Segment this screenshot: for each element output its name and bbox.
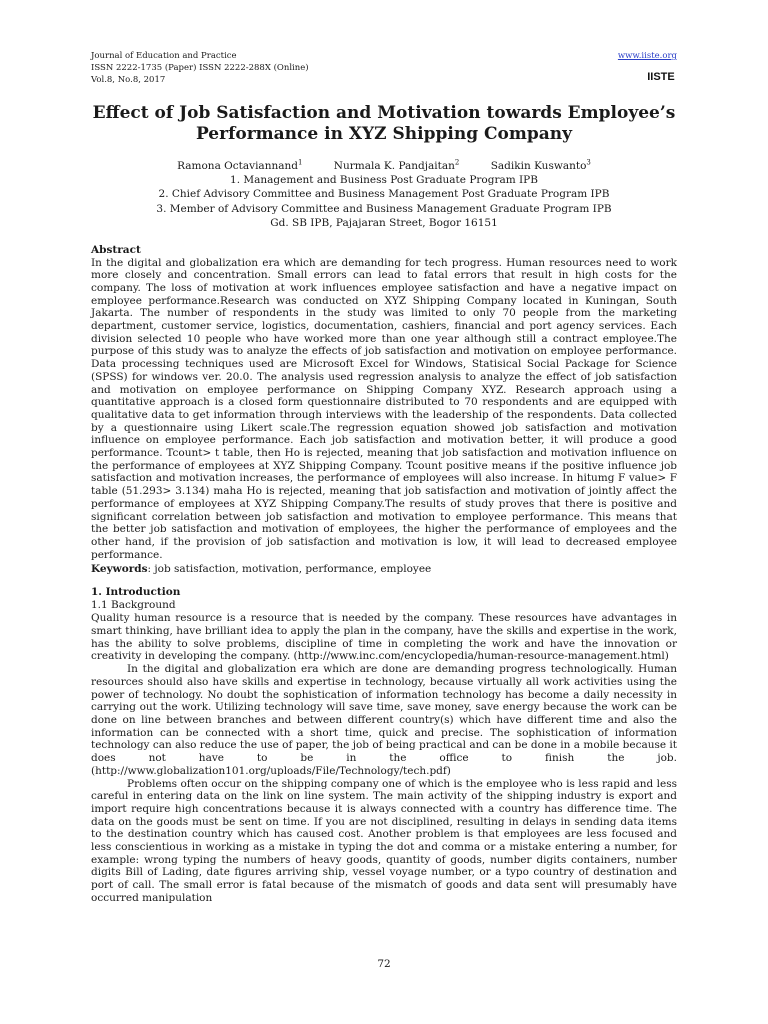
affiliations — [91, 173, 677, 231]
keywords-text: : job satisfaction, motivation, performance, employee — [147, 563, 432, 576]
affiliation-address: Gd. SB IPB, Pajajaran Street, Bogor 16151 — [270, 217, 498, 229]
page-number: 72 — [377, 958, 391, 970]
svg-text:IISTE: IISTE — [647, 71, 675, 83]
intro-paragraph-2: In the digital and globalization era which are done are demanding progress technologically. Human resources should also have skills and expertise in technology, because virtually all work activities using the power of technology. No doubt the sophistication of information technology has become a daily necessity in carrying out the work. Utilizing technology will save time, save money, save energy because the work can be done on line between branches and between different country(s) which have different time and also the information can be connected with a short time, quick and precise. The sophistication of information technology can also reduce the use of paper, the job of being practical and can be done in a mobile because it does not have to be in the office to finish the job. (http://www.globalization101.org/uploads/File/Technology/tech.pdf) — [91, 663, 677, 777]
journal-name: Journal of Education and Practice — [91, 51, 237, 61]
affiliation-2: 2. Chief Advisory Committee and Business Management Post Graduate Program IPB — [158, 188, 610, 200]
keywords-label: Keywords — [91, 563, 148, 576]
intro-paragraph-1: Quality human resource is a resource that is needed by the company. These resources have advantages in smart thinking, have brilliant idea to apply the plan in the company, have the skills and expertise in the work, has the ability to solve problems, discipline of time in completing the work and have the innovation or creativity in developing the company. (http://www.inc.com/encyclopedia/human-resource-management.html) — [91, 612, 677, 663]
abstract-heading: Abstract — [91, 243, 141, 256]
iiste-logo-icon — [645, 64, 677, 84]
paper-title — [91, 103, 677, 145]
keywords — [91, 562, 677, 576]
paper-title-line-2: Performance in XYZ Shipping Company — [195, 124, 573, 144]
intro-paragraph-3: Problems often occur on the shipping company one of which is the employee who is less rapid and less careful in entering data on the link on line system. The main activity of the shipping industry is export and import require high concentrations because it is always connected with a country has difference time. The data on the goods must be sent on time. If you are not disciplined, resulting in delays in sending data items to the destination country which has caused cost. Another problem is that employees are less focused and less conscientious in working as a mistake in typing the dot and comma or a mistake entering a number, for example: wrong typing the numbers of heavy goods, quantity of goods, number digits containers, number digits Bill of Lading, date figures arriving ship, vessel voyage number, or a typo country of destination and port of call. The small error is fatal because of the mismatch of goods and data sent will presumably have occurred manipulation — [91, 777, 677, 904]
journal-website-link[interactable]: www.iiste.org — [617, 51, 677, 61]
paper-title-line-1: Effect of Job Satisfaction and Motivation towards Employee’s — [92, 103, 676, 123]
journal-header — [91, 50, 677, 96]
author-list — [91, 155, 677, 173]
journal-issn: ISSN 2222-1735 (Paper) ISSN 2222-288X (Online) — [91, 63, 309, 73]
author-3: Sadikin Kuswanto$^3$ — [490, 158, 591, 172]
introduction-heading: 1. Introduction — [91, 586, 181, 599]
author-2: Nurmala K. Pandjaitan$^2$ — [333, 158, 460, 172]
abstract-text: In the digital and globalization era which are demanding for tech progress. Human resources need to work more closely and concentration. Small errors can lead to fatal errors that result in high costs for the company. The loss of motivation at work influences employee satisfaction and have a negative impact on employee performance.Research was conducted on XYZ Shipping Company located in Kuningan, South Jakarta. The number of respondents in the study was limited to only 70 people from the marketing department, customer service, logistics, documentation, cashiers, financial and port agency services. Each division selected 10 people who have worked more than one year although still a contract employee.The purpose of this study was to analyze the effects of job satisfaction and motivation on employee performance. Data processing techniques used are Microsoft Excel for Windows, Statisical Social Package for Science (SPSS) for windows ver. 20.0. The analysis used regression analysis to analyze the effect of job satisfaction and motivation on employee performance on Shipping Company XYZ. Research approach using a quantitative approach is a closed form questionnaire distributed to 70 respondents and are equipped with qualitative data to get information through interviews with the leadership of the respondents. Data collected by a questionnaire using Likert scale.The regression equation showed job satisfaction and motivation influence on employee performance. Each job satisfaction and motivation better, it will produce a good performance. Tcount> t table, then Ho is rejected, meaning that job satisfaction and motivation influence on the performance of employees at XYZ Shipping Company. Tcount positive means if the positive influence job satisfaction and motivation increases, the performance of employees will also increase. In hitumg F value> F table (51.293> 3.134) maha Ho is rejected, meaning that job satisfaction and motivation of jointly affect the performance of employees at XYZ Shipping Company.The results of study proves that there is positive and significant correlation between job satisfaction and motivation to employee performance. This means that the better job satisfaction and motivation of employees, the higher the performance of employees and the other hand, if the provision of job satisfaction and motivation is low, it will lead to decreased employee performance. — [91, 256, 677, 561]
background-subheading: 1.1 Background — [91, 599, 176, 612]
affiliation-1: 1. Management and Business Post Graduate Program IPB — [230, 173, 538, 186]
affiliation-3: 3. Member of Advisory Committee and Business Management Graduate Program IPB — [156, 202, 612, 215]
journal-volume: Vol.8, No.8, 2017 — [91, 75, 166, 85]
paper-page — [91, 50, 677, 905]
author-1: Ramona Octaviannand$^1$ — [177, 158, 303, 172]
